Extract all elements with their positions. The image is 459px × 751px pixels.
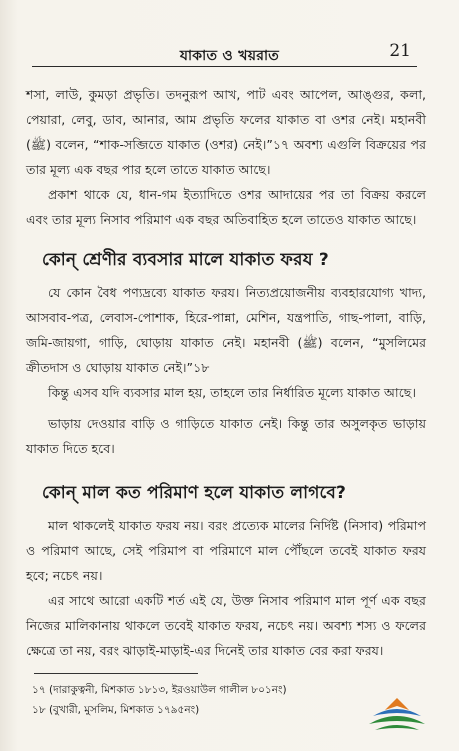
publisher-logo-icon xyxy=(365,694,429,738)
paragraph: প্রকাশ থাকে যে, ধান-গম ইত্যাদিতে ওশর আদায়ের পর তা বিক্রয় করলে এবং তার মূল্য নিসাব পরিমাণ এক বছর অতিবাহিত হলে তাতেও যাকাত আছে। xyxy=(26,187,426,227)
section-heading: কোন্ শ্রেণীর ব্যবসার মালে যাকাত ফরয ? xyxy=(42,250,329,270)
header-rule xyxy=(32,66,417,67)
paragraph: এর সাথে আরো একটি শর্ত এই যে, উক্ত নিসাব পরিমাণ মাল পূর্ণ এক বছর নিজের মালিকানায় থাকলে তবেই যাকাত ফরয, নচেৎ নয়। অবশ্য শস্য ও ফলের ক্ষেত্রে তা নয়, বরং ঝাড়াই-মাড়াই-এর দিনেই তার যাকাত বের করা ফরয। xyxy=(26,593,426,658)
paragraph: ভাড়ায় দেওয়ার বাড়ি ও গাড়িতে যাকাত নেই। কিন্তু তার অসুলকৃত ভাড়ায় যাকাত দিতে হবে। xyxy=(26,416,426,456)
page-number: 21 xyxy=(389,41,411,61)
footnote: ১৮ (বুখারী, মুসলিম, মিশকাত ১৭৯৫নং) xyxy=(32,704,200,716)
section-heading: কোন্ মাল কত পরিমাণ হলে যাকাত লাগবে? xyxy=(42,483,347,503)
footnote: ১৭ (দারাকুত্বনী, মিশকাত ১৮১৩, ইরওয়াউল গালীল ৮০১নং) xyxy=(32,684,287,696)
paragraph: কিন্তু এসব যদি ব্যবসার মাল হয়, তাহলে তার নির্ধারিত মূল্যে যাকাত আছে। xyxy=(48,385,416,400)
footnotes xyxy=(32,680,362,720)
running-header xyxy=(0,41,459,70)
paragraph: শসা, লাউ, কুমড়া প্রভৃতি। তদনুরূপ আখ, পাট এবং আপেল, আঙ্গুর, কলা, পেয়ারা, লেবু, ডাব, আনার, আম প্রভৃতি ফলের যাকাত বা ওশর নেই। মহানবী (ﷺ) বলেন, “শাক-সব্জিতে যাকাত (ওশর) নেই।”১৭ অবশ্য এগুলি বিক্রয়ের পর তার মূল্য এক বছর পার হলে তাতে যাকাত আছে। xyxy=(26,87,426,177)
running-title: যাকাত ও খয়রাত xyxy=(179,48,280,64)
paragraph: যে কোন বৈধ পণ্যদ্রব্যে যাকাত ফরয। নিত্যপ্রয়োজনীয় ব্যবহারযোগ্য খাদ্য, আসবাব-পত্র, লেবাস-পোশাক, হিরে-পান্না, মেশিন, যন্ত্রপাতি, গাছ-পালা, বাড়ি, জমি-জায়গা, গাড়ি, ঘোড়ায় যাকাত নেই। মহানবী (ﷺ) বলেন, “মুসলিমের ক্রীতদাস ও ঘোড়ায় যাকাত নেই।”১৮ xyxy=(26,285,426,375)
page-body xyxy=(26,82,426,663)
footnote-rule xyxy=(34,673,198,674)
paragraph: মাল থাকলেই যাকাত ফরয নয়। বরং প্রত্যেক মালের নির্দিষ্ট (নিসাব) পরিমাপ ও পরিমাণ আছে, সেই পরিমাপ বা পরিমাণে মাল পৌঁছলে তবেই যাকাত ফরয হবে; নচেৎ নয়। xyxy=(26,518,426,583)
